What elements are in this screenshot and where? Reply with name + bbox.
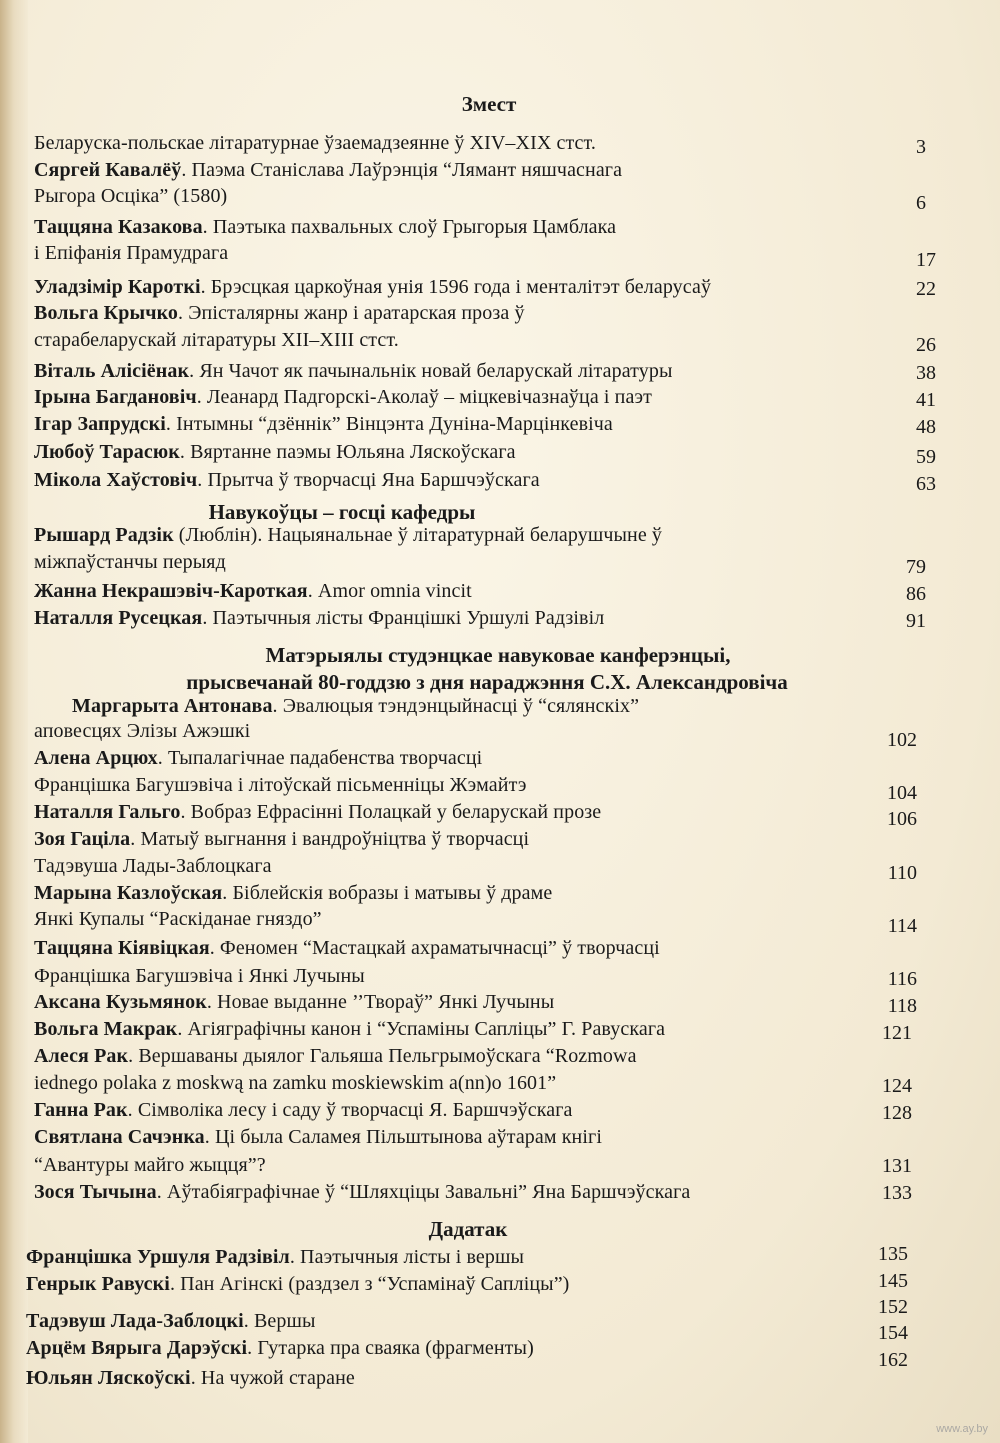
toc-entry-author: Святлана Сачэнка <box>34 1126 205 1148</box>
toc-entry-text: Святлана Сачэнка. Ці была Саламея Пільштынова аўтарам кнігі <box>34 1126 602 1148</box>
toc-entry-page: 26 <box>916 334 936 356</box>
toc-entry-author: Таццяна Кіявіцкая <box>34 937 210 959</box>
toc-entry-author: Аксана Кузьмянок <box>34 991 207 1013</box>
toc-entry-text-cont: iednego polaka z moskwą na zamku moskiewskim a(nn)o 1601” <box>34 1072 557 1094</box>
toc-entry-page: 91 <box>906 610 926 632</box>
toc-entry-text: Арцём Вярыга Дарэўскі. Гутарка пра сваяка (фрагменты) <box>26 1337 534 1359</box>
toc-entry-page: 38 <box>916 362 936 384</box>
section-heading-guests: Навукоўцы – госці кафедры <box>208 500 476 524</box>
toc-entry-author: Генрык Равускі <box>26 1273 170 1295</box>
toc-entry-author: Ігар Запрудскі <box>34 413 166 435</box>
toc-entry-author: Арцём Вярыга Дарэўскі <box>26 1337 248 1359</box>
toc-entry-text: Любоў Тарасюк. Вяртанне паэмы Юльяна Ляскоўскага <box>34 441 516 463</box>
toc-entry-author: Любоў Тарасюк <box>34 441 180 463</box>
toc-entry-page: 145 <box>878 1270 908 1292</box>
toc-entry-text: Рышард Радзік (Люблін). Нацыянальнае ў літаратурнай беларушчыне ў <box>34 524 662 546</box>
toc-entry-text: Ірына Багдановіч. Леанард Падгорскі-Аколаў – міцкевічазнаўца і паэт <box>34 386 652 408</box>
toc-entry-page: 48 <box>916 416 936 438</box>
toc-entry-page: 110 <box>887 862 917 884</box>
toc-entry-text: Жанна Некрашэвіч-Кароткая. Amor omnia vincit <box>34 580 472 602</box>
toc-entry-text: Аксана Кузьмянок. Новае выданне ’’Твораў” Янкі Лучыны <box>34 991 555 1013</box>
toc-entry-text-cont: міжпаўстанчы перыяд <box>34 551 226 573</box>
toc-entry-page: 135 <box>878 1243 908 1265</box>
toc-entry-author: Юльян Ляскоўскі <box>26 1367 191 1389</box>
toc-entry-author: Таццяна Казакова <box>34 216 203 238</box>
toc-entry-page: 124 <box>882 1075 912 1097</box>
toc-entry-text: Сяргей Кавалёў. Паэма Станіслава Лаўрэнція “Лямант няшчаснага <box>34 159 623 181</box>
toc-entry-author: Наталля Русецкая <box>34 607 203 629</box>
toc-entry-author: Ганна Рак <box>34 1099 128 1121</box>
toc-entry-author: Алеся Рак <box>34 1045 129 1067</box>
toc-entry-page: 41 <box>916 389 936 411</box>
toc-entry-author: Тадэвуш Лада-Заблоцкі <box>26 1310 244 1332</box>
toc-entry-page: 154 <box>878 1322 908 1344</box>
toc-entry-text-cont: Францішка Багушэвіча і літоўскай пісьменніцы Жэмайтэ <box>34 774 527 796</box>
toc-entry-author: Мікола Хаўстовіч <box>34 469 198 491</box>
toc-entry-author: Зося Тычына <box>34 1181 157 1203</box>
toc-entry-author: Жанна Некрашэвіч-Кароткая <box>34 580 308 602</box>
toc-entry-text: Алеся Рак. Вершаваны дыялог Гальяша Пельгрымоўскага “Rozmowa <box>34 1045 637 1067</box>
toc-entry-text-cont: Рыгора Осціка” (1580) <box>34 185 228 207</box>
toc-entry-text-cont: Францішка Багушэвіча і Янкі Лучыны <box>34 965 365 987</box>
toc-entry-text: Алена Арцюх. Тыпалагічнае падабенства творчасці <box>34 747 483 769</box>
toc-entry-text: Тадэвуш Лада-Заблоцкі. Вершы <box>26 1310 316 1332</box>
toc-entry-text: Уладзімір Кароткі. Брэсцкая царкоўная унія 1596 года і менталітэт беларусаў <box>34 276 712 298</box>
toc-entry-author: Рышард Радзік <box>34 524 174 546</box>
toc-entry-text: Ганна Рак. Сімволіка лесу і саду ў творчасці Я. Баршчэўскага <box>34 1099 573 1121</box>
toc-entry-text-cont: старабеларускай літаратуры XII–XIII стст. <box>34 329 399 351</box>
toc-entry-page: 162 <box>878 1349 908 1371</box>
toc-entry-text: Наталля Гальго. Вобраз Ефрасінні Полацкай у беларускай прозе <box>34 801 602 823</box>
toc-entry-text: Вольга Макрак. Агіяграфічны канон і “Успаміны Сапліцы” Г. Равускага <box>34 1018 666 1040</box>
toc-entry-page: 114 <box>887 915 917 937</box>
toc-entry-text: Зося Тычына. Аўтабіяграфічнае ў “Шляхціцы Завальні” Яна Баршчэўскага <box>34 1181 691 1203</box>
toc-title: Змест <box>461 92 517 116</box>
toc-entry-text: Віталь Алісіёнак. Ян Чачот як пачынальнік новай беларускай літаратуры <box>34 360 673 382</box>
toc-entry-page: 63 <box>916 473 936 495</box>
toc-entry-text-cont: Тадэвуша Лады-Заблоцкага <box>34 855 272 877</box>
toc-entry-text: Маргарыта Антонава. Эвалюцыя тэндэнцыйнасці ў “сялянскіх” <box>72 695 640 717</box>
toc-entry-author: Марына Казлоўская <box>34 882 223 904</box>
toc-entry-text-cont: Янкі Купалы “Раскіданае гняздо” <box>34 908 322 930</box>
toc-entry-page: 121 <box>882 1022 912 1044</box>
toc-entry-text: Зоя Гаціла. Матыў выгнання і вандроўніцтва ў творчасці <box>34 828 530 850</box>
toc-entry-author: Алена Арцюх <box>34 747 158 769</box>
toc-entry-page: 131 <box>882 1155 912 1177</box>
toc-entry-text-cont: “Авантуры майго жыцця”? <box>34 1154 266 1176</box>
toc-entry-author: Сяргей Кавалёў <box>34 159 182 181</box>
toc-entry-text: Таццяна Кіявіцкая. Феномен “Мастацкай ахраматычнасці” ў творчасці <box>34 937 660 959</box>
toc-entry-page: 86 <box>906 583 926 605</box>
toc-entry-page: 104 <box>887 782 917 804</box>
toc-entry-author: Зоя Гаціла <box>34 828 131 850</box>
toc-entry-text: Вольга Крычко. Эпісталярны жанр і аратарская проза ў <box>34 302 525 324</box>
section-heading-appendix: Дадатак <box>428 1217 508 1241</box>
toc-entry-text-cont: аповесцях Элізы Ажэшкі <box>34 720 251 742</box>
toc-entry-page: 17 <box>916 249 936 271</box>
toc-entry-text: Таццяна Казакова. Паэтыка пахвальных слоў Грыгорыя Цамблака <box>34 216 617 238</box>
toc-entry-text: Наталля Русецкая. Паэтычныя лісты Францішкі Уршулі Радзівіл <box>34 607 605 629</box>
toc-entry-page: 118 <box>887 995 917 1017</box>
toc-entry-author: Маргарыта Антонава <box>72 695 273 717</box>
toc-entry-page: 59 <box>916 446 936 468</box>
toc-entry-page: 106 <box>887 808 917 830</box>
toc-entry-text-cont: і Епіфанія Прамудрага <box>34 242 229 264</box>
toc-entry-text: Ігар Запрудскі. Інтымны “дзённік” Вінцэнта Дуніна-Марцінкевіча <box>34 413 613 435</box>
toc-entry-page: 128 <box>882 1102 912 1124</box>
toc-entry-author: Віталь Алісіёнак <box>34 360 190 382</box>
toc-entry-author: Вольга Крычко <box>34 302 179 324</box>
toc-entry-page: 22 <box>916 278 936 300</box>
section-heading-students: Матэрыялы студэнцкае навуковае канферэнцыі, <box>265 643 731 667</box>
toc-entry-text: Юльян Ляскоўскі. На чужой старане <box>26 1367 355 1389</box>
toc-entry-page: 116 <box>887 968 917 990</box>
toc-entry-page: 102 <box>887 729 917 751</box>
toc-entry-author: Францішка Уршуля Радзівіл <box>26 1246 290 1268</box>
section-heading-students-cont: прысвечанай 80-годдзю з дня нараджэння С.Х. Александровіча <box>186 670 788 694</box>
toc-entry-page: 3 <box>916 136 926 158</box>
toc-entry-text: Марына Казлоўская. Біблейскія вобразы і матывы ў драме <box>34 882 553 904</box>
toc-entry-text: Мікола Хаўстовіч. Прытча ў творчасці Яна Баршчэўскага <box>34 469 540 491</box>
toc-entry-text: Беларуска-польскае літаратурнае ўзаемадзеянне ў XIV–XIX стст. <box>34 132 596 154</box>
toc-entry-author: Ірына Багдановіч <box>34 386 197 408</box>
toc-entry-page: 79 <box>906 556 926 578</box>
toc-entry-author: Уладзімір Кароткі <box>34 276 201 298</box>
toc-entry-author: Вольга Макрак <box>34 1018 178 1040</box>
toc-entry-text: Францішка Уршуля Радзівіл. Паэтычныя лісты і вершы <box>26 1246 525 1268</box>
toc-entry-page: 152 <box>878 1296 908 1318</box>
toc-entry-text: Генрык Равускі. Пан Агінскі (раздзел з “Успамінаў Сапліцы”) <box>26 1273 570 1295</box>
toc-entry-page: 133 <box>882 1182 912 1204</box>
toc-entry-page: 6 <box>916 192 926 214</box>
toc-entry-author: Наталля Гальго <box>34 801 181 823</box>
watermark: www.ay.by <box>936 1423 988 1435</box>
